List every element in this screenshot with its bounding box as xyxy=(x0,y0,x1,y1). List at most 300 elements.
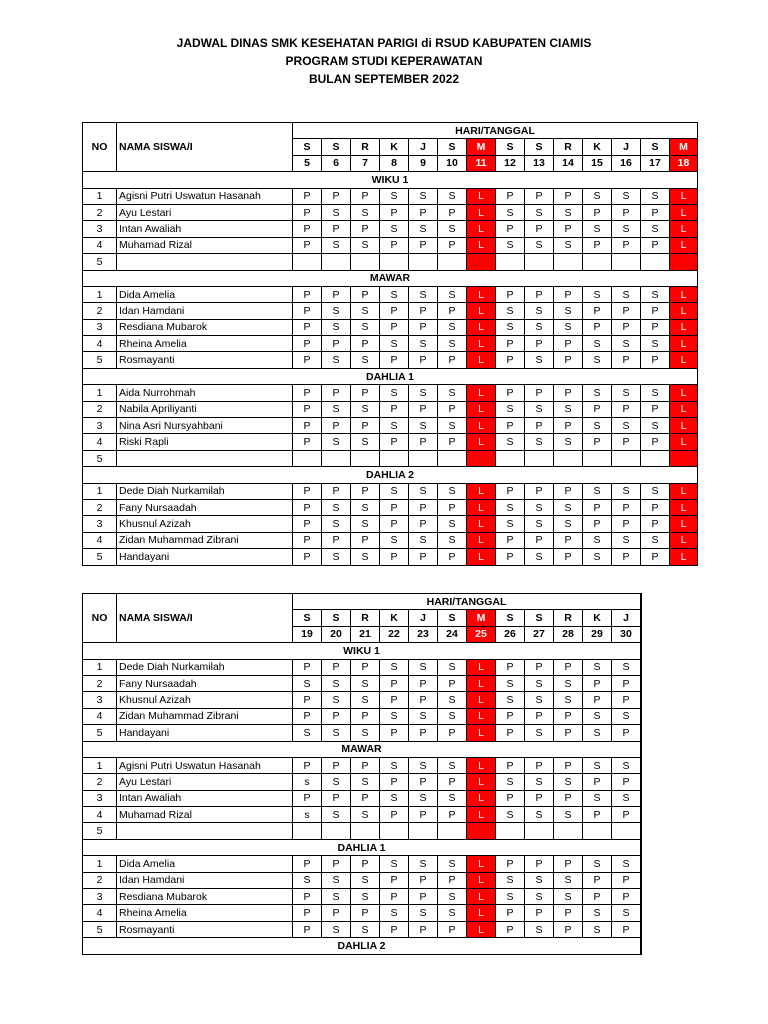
shift-cell: P xyxy=(525,790,554,806)
shift-cell: L xyxy=(467,221,496,237)
shift-cell: S xyxy=(583,385,612,401)
shift-cell xyxy=(612,450,641,466)
shift-cell: S xyxy=(322,675,351,691)
shift-cell xyxy=(351,450,380,466)
shift-cell: S xyxy=(438,692,467,708)
student-row xyxy=(83,336,698,352)
shift-cell: P xyxy=(409,516,438,532)
shift-cell xyxy=(467,450,496,466)
shift-cell: P xyxy=(380,401,409,417)
shift-cell: P xyxy=(496,708,525,724)
shift-cell: S xyxy=(496,889,525,905)
shift-cell: S xyxy=(641,188,670,204)
row-number: 2 xyxy=(83,204,117,220)
shift-cell: S xyxy=(525,725,554,741)
student-name: Idan Hamdani xyxy=(117,303,293,319)
shift-cell: P xyxy=(583,692,612,708)
shift-cell xyxy=(641,450,670,466)
shift-cell: S xyxy=(612,856,641,872)
student-row xyxy=(83,385,698,401)
shift-cell: s xyxy=(293,774,322,790)
shift-cell: P xyxy=(322,418,351,434)
shift-cell: S xyxy=(641,418,670,434)
day-header-cell: M xyxy=(467,610,496,626)
student-row xyxy=(83,286,698,302)
column-header-no: NO xyxy=(83,594,117,643)
shift-cell: S xyxy=(409,385,438,401)
day-header-cell: S xyxy=(322,139,351,155)
row-number: 3 xyxy=(83,418,117,434)
shift-cell: P xyxy=(612,516,641,532)
shift-cell xyxy=(409,823,438,839)
month-title: BULAN SEPTEMBER 2022 xyxy=(308,72,460,86)
shift-cell: P xyxy=(554,532,583,548)
shift-cell: P xyxy=(380,774,409,790)
shift-cell: P xyxy=(641,549,670,565)
shift-cell: S xyxy=(409,483,438,499)
date-header-cell: 15 xyxy=(583,155,612,171)
row-number: 3 xyxy=(83,790,117,806)
shift-cell: P xyxy=(496,221,525,237)
shift-cell: S xyxy=(351,499,380,515)
row-number: 2 xyxy=(83,675,117,691)
shift-cell xyxy=(293,450,322,466)
day-header-cell: J xyxy=(612,610,641,626)
shift-cell: S xyxy=(380,532,409,548)
shift-cell: P xyxy=(554,921,583,937)
shift-cell: S xyxy=(583,856,612,872)
shift-cell: P xyxy=(612,725,641,741)
shift-cell: P xyxy=(554,790,583,806)
shift-cell: P xyxy=(612,807,641,823)
student-name: Fany Nursaadah xyxy=(117,675,293,691)
shift-cell: P xyxy=(293,434,322,450)
student-row xyxy=(83,757,642,773)
shift-cell: S xyxy=(496,401,525,417)
shift-cell: S xyxy=(409,188,438,204)
shift-cell: S xyxy=(351,692,380,708)
student-row xyxy=(83,708,642,724)
shift-cell: S xyxy=(438,336,467,352)
shift-cell: S xyxy=(380,757,409,773)
student-name: Resdiana Mubarok xyxy=(117,319,293,335)
shift-cell: S xyxy=(438,790,467,806)
shift-cell: P xyxy=(496,483,525,499)
shift-cell: L xyxy=(467,499,496,515)
day-header-cell: R xyxy=(351,610,380,626)
shift-cell: P xyxy=(293,532,322,548)
shift-cell: P xyxy=(612,352,641,368)
shift-cell: S xyxy=(612,188,641,204)
student-name: Handayani xyxy=(117,725,293,741)
date-header-cell: 17 xyxy=(641,155,670,171)
shift-cell: P xyxy=(293,659,322,675)
shift-cell: P xyxy=(293,188,322,204)
shift-cell: L xyxy=(670,319,698,335)
date-header-cell: 21 xyxy=(351,626,380,642)
shift-cell: P xyxy=(409,549,438,565)
shift-cell: S xyxy=(380,659,409,675)
shift-cell: P xyxy=(641,516,670,532)
shift-cell: P xyxy=(322,188,351,204)
shift-cell: S xyxy=(525,319,554,335)
shift-cell: P xyxy=(554,856,583,872)
date-header-cell: 14 xyxy=(554,155,583,171)
shift-cell: S xyxy=(496,675,525,691)
shift-cell: S xyxy=(583,221,612,237)
shift-cell: S xyxy=(438,889,467,905)
shift-cell: P xyxy=(525,418,554,434)
student-row xyxy=(83,905,642,921)
shift-cell: S xyxy=(554,516,583,532)
shift-cell: P xyxy=(525,483,554,499)
shift-cell: P xyxy=(322,659,351,675)
student-row xyxy=(83,659,642,675)
student-name: Idan Hamdani xyxy=(117,872,293,888)
shift-cell: S xyxy=(322,434,351,450)
column-header-name: NAMA SISWA/I xyxy=(117,123,293,172)
shift-cell: S xyxy=(351,921,380,937)
shift-cell: S xyxy=(496,774,525,790)
shift-cell: L xyxy=(467,418,496,434)
shift-cell: P xyxy=(525,532,554,548)
section-row xyxy=(83,938,642,954)
shift-cell: P xyxy=(612,774,641,790)
shift-cell: S xyxy=(554,434,583,450)
shift-cell: P xyxy=(322,286,351,302)
shift-cell: P xyxy=(438,807,467,823)
shift-cell: P xyxy=(351,708,380,724)
row-number: 4 xyxy=(83,532,117,548)
shift-cell: S xyxy=(612,418,641,434)
row-number: 2 xyxy=(83,401,117,417)
shift-cell xyxy=(293,254,322,270)
shift-cell: S xyxy=(554,237,583,253)
row-number: 2 xyxy=(83,774,117,790)
student-name: Khusnul Azizah xyxy=(117,692,293,708)
student-row xyxy=(83,516,698,532)
section-row xyxy=(83,741,642,757)
shift-cell: P xyxy=(554,286,583,302)
shift-cell: L xyxy=(670,237,698,253)
shift-cell: P xyxy=(641,319,670,335)
shift-cell: S xyxy=(380,336,409,352)
shift-cell: P xyxy=(380,549,409,565)
shift-cell: P xyxy=(554,418,583,434)
shift-cell: P xyxy=(438,921,467,937)
shift-cell: S xyxy=(525,516,554,532)
shift-cell xyxy=(554,823,583,839)
shift-cell: P xyxy=(641,303,670,319)
shift-cell: P xyxy=(612,499,641,515)
shift-cell: S xyxy=(525,499,554,515)
shift-cell: L xyxy=(467,692,496,708)
shift-cell: S xyxy=(322,204,351,220)
shift-cell: S xyxy=(409,905,438,921)
shift-cell xyxy=(612,823,641,839)
section-title: WIKU 1 xyxy=(83,643,641,659)
shift-cell: P xyxy=(409,692,438,708)
shift-cell: P xyxy=(293,757,322,773)
student-name: Rheina Amelia xyxy=(117,905,293,921)
shift-cell: S xyxy=(351,675,380,691)
shift-cell xyxy=(380,254,409,270)
shift-cell: S xyxy=(583,757,612,773)
shift-cell: L xyxy=(670,532,698,548)
date-header-cell: 24 xyxy=(438,626,467,642)
shift-cell: P xyxy=(293,692,322,708)
shift-cell: P xyxy=(351,221,380,237)
shift-cell: P xyxy=(554,188,583,204)
day-header-cell: R xyxy=(554,610,583,626)
shift-cell: S xyxy=(351,516,380,532)
shift-cell: P xyxy=(322,221,351,237)
shift-cell: P xyxy=(554,352,583,368)
shift-cell: P xyxy=(409,774,438,790)
shift-cell: P xyxy=(525,856,554,872)
shift-cell: P xyxy=(525,659,554,675)
shift-cell xyxy=(467,823,496,839)
shift-cell: S xyxy=(351,352,380,368)
shift-cell: S xyxy=(438,483,467,499)
shift-cell: P xyxy=(612,675,641,691)
student-name: Agisni Putri Uswatun Hasanah xyxy=(117,188,293,204)
shift-cell: P xyxy=(293,237,322,253)
shift-cell: P xyxy=(293,401,322,417)
day-header-cell: S xyxy=(641,139,670,155)
shift-cell: S xyxy=(351,204,380,220)
row-number: 4 xyxy=(83,336,117,352)
shift-cell: P xyxy=(351,188,380,204)
shift-cell: P xyxy=(612,921,641,937)
shift-cell: S xyxy=(554,303,583,319)
column-header-no: NO xyxy=(83,123,117,172)
shift-cell: P xyxy=(496,921,525,937)
shift-cell: S xyxy=(525,204,554,220)
shift-cell: L xyxy=(670,352,698,368)
shift-cell: S xyxy=(409,336,438,352)
shift-cell: S xyxy=(496,237,525,253)
shift-cell xyxy=(496,823,525,839)
shift-cell: S xyxy=(438,418,467,434)
row-number: 4 xyxy=(83,807,117,823)
shift-cell: S xyxy=(525,549,554,565)
shift-cell xyxy=(554,254,583,270)
shift-cell: L xyxy=(670,286,698,302)
shift-cell: P xyxy=(612,303,641,319)
shift-cell: S xyxy=(496,516,525,532)
shift-cell xyxy=(380,450,409,466)
shift-cell: S xyxy=(525,774,554,790)
date-header-cell: 28 xyxy=(554,626,583,642)
section-row xyxy=(83,368,698,384)
day-header-cell: S xyxy=(525,139,554,155)
shift-cell: S xyxy=(438,221,467,237)
shift-cell: S xyxy=(322,237,351,253)
shift-cell: S xyxy=(641,532,670,548)
shift-cell: S xyxy=(351,401,380,417)
shift-cell: P xyxy=(293,921,322,937)
shift-cell: S xyxy=(409,708,438,724)
shift-cell: S xyxy=(612,757,641,773)
shift-cell: S xyxy=(322,921,351,937)
shift-cell: P xyxy=(612,319,641,335)
shift-cell: S xyxy=(612,905,641,921)
shift-cell: S xyxy=(322,807,351,823)
shift-cell xyxy=(322,823,351,839)
shift-cell xyxy=(438,823,467,839)
shift-cell: S xyxy=(380,790,409,806)
shift-cell: S xyxy=(554,401,583,417)
student-row xyxy=(83,692,642,708)
shift-cell: L xyxy=(670,204,698,220)
row-number: 2 xyxy=(83,303,117,319)
shift-cell: P xyxy=(438,725,467,741)
shift-cell xyxy=(467,254,496,270)
shift-cell: P xyxy=(438,549,467,565)
date-header-cell: 20 xyxy=(322,626,351,642)
shift-cell: P xyxy=(322,905,351,921)
shift-cell xyxy=(496,254,525,270)
student-name: Rheina Amelia xyxy=(117,336,293,352)
student-name: Aida Nurrohmah xyxy=(117,385,293,401)
shift-cell: P xyxy=(351,385,380,401)
shift-cell xyxy=(409,450,438,466)
shift-cell: S xyxy=(438,757,467,773)
shift-cell xyxy=(583,254,612,270)
student-row xyxy=(83,450,698,466)
shift-cell: P xyxy=(409,889,438,905)
shift-cell: P xyxy=(409,872,438,888)
shift-cell: P xyxy=(293,352,322,368)
shift-cell: S xyxy=(438,188,467,204)
shift-cell: S xyxy=(612,790,641,806)
shift-cell: P xyxy=(496,856,525,872)
shift-cell: P xyxy=(351,757,380,773)
section-title: DAHLIA 1 xyxy=(83,839,641,855)
section-title: DAHLIA 2 xyxy=(83,938,641,954)
shift-cell: P xyxy=(409,204,438,220)
shift-cell: P xyxy=(293,549,322,565)
student-row xyxy=(83,221,698,237)
shift-cell: S xyxy=(554,692,583,708)
student-row xyxy=(83,254,698,270)
section-row xyxy=(83,172,698,188)
date-header-cell: 25 xyxy=(467,626,496,642)
shift-cell: P xyxy=(380,872,409,888)
shift-cell: P xyxy=(525,336,554,352)
program-title: PROGRAM STUDI KEPERAWATAN xyxy=(285,54,483,68)
date-header-cell: 16 xyxy=(612,155,641,171)
shift-cell: L xyxy=(467,401,496,417)
shift-cell: L xyxy=(670,221,698,237)
date-header-cell: 8 xyxy=(380,155,409,171)
student-row xyxy=(83,725,642,741)
shift-cell: P xyxy=(380,352,409,368)
day-header-cell: S xyxy=(525,610,554,626)
row-number: 5 xyxy=(83,549,117,565)
shift-cell: S xyxy=(409,757,438,773)
shift-cell: P xyxy=(525,286,554,302)
column-header-hari-tanggal: HARI/TANGGAL xyxy=(293,123,698,139)
shift-cell: S xyxy=(525,352,554,368)
header-row-top xyxy=(83,594,642,610)
shift-cell: L xyxy=(467,286,496,302)
shift-cell: P xyxy=(612,692,641,708)
shift-cell: P xyxy=(351,532,380,548)
shift-cell xyxy=(554,450,583,466)
shift-cell: P xyxy=(496,659,525,675)
shift-cell: P xyxy=(380,499,409,515)
shift-cell xyxy=(525,254,554,270)
day-header-cell: J xyxy=(409,610,438,626)
shift-cell: S xyxy=(612,286,641,302)
shift-cell: S xyxy=(438,708,467,724)
shift-cell: S xyxy=(583,336,612,352)
date-header-cell: 26 xyxy=(496,626,525,642)
day-header-cell: S xyxy=(438,139,467,155)
shift-cell: S xyxy=(583,286,612,302)
day-header-cell: M xyxy=(467,139,496,155)
shift-cell: L xyxy=(467,757,496,773)
shift-cell: P xyxy=(525,905,554,921)
student-name: Resdiana Mubarok xyxy=(117,889,293,905)
shift-cell: S xyxy=(322,516,351,532)
date-header-cell: 13 xyxy=(525,155,554,171)
shift-cell: S xyxy=(351,549,380,565)
column-header-hari-tanggal: HARI/TANGGAL xyxy=(293,594,641,610)
student-name xyxy=(117,450,293,466)
shift-cell: S xyxy=(322,889,351,905)
shift-cell: L xyxy=(670,401,698,417)
shift-cell: S xyxy=(496,807,525,823)
shift-cell: P xyxy=(409,303,438,319)
shift-cell: L xyxy=(467,549,496,565)
shift-cell: P xyxy=(612,889,641,905)
day-header-cell: S xyxy=(322,610,351,626)
shift-cell: P xyxy=(496,188,525,204)
shift-cell: P xyxy=(583,516,612,532)
shift-cell: P xyxy=(380,434,409,450)
schedule-table-week-3-4 xyxy=(82,593,642,955)
shift-cell: S xyxy=(525,921,554,937)
shift-cell: L xyxy=(467,336,496,352)
date-header-cell: 7 xyxy=(351,155,380,171)
shift-cell: P xyxy=(322,708,351,724)
student-name: Zidan Muhammad Zibrani xyxy=(117,708,293,724)
shift-cell: S xyxy=(322,401,351,417)
student-name: Rosmayanti xyxy=(117,921,293,937)
shift-cell: S xyxy=(496,204,525,220)
student-row xyxy=(83,774,642,790)
shift-cell: P xyxy=(554,659,583,675)
date-header-cell: 19 xyxy=(293,626,322,642)
day-header-cell: K xyxy=(583,139,612,155)
column-header-name: NAMA SISWA/I xyxy=(117,594,293,643)
shift-cell: P xyxy=(438,401,467,417)
row-number: 4 xyxy=(83,905,117,921)
section-title: DAHLIA 2 xyxy=(83,467,698,483)
shift-cell: S xyxy=(380,856,409,872)
shift-cell: P xyxy=(612,401,641,417)
shift-cell: P xyxy=(380,889,409,905)
shift-cell: P xyxy=(351,659,380,675)
day-header-cell: S xyxy=(438,610,467,626)
shift-cell: S xyxy=(554,319,583,335)
shift-cell: P xyxy=(583,303,612,319)
student-name: Nabila Apriliyanti xyxy=(117,401,293,417)
shift-cell: L xyxy=(467,434,496,450)
